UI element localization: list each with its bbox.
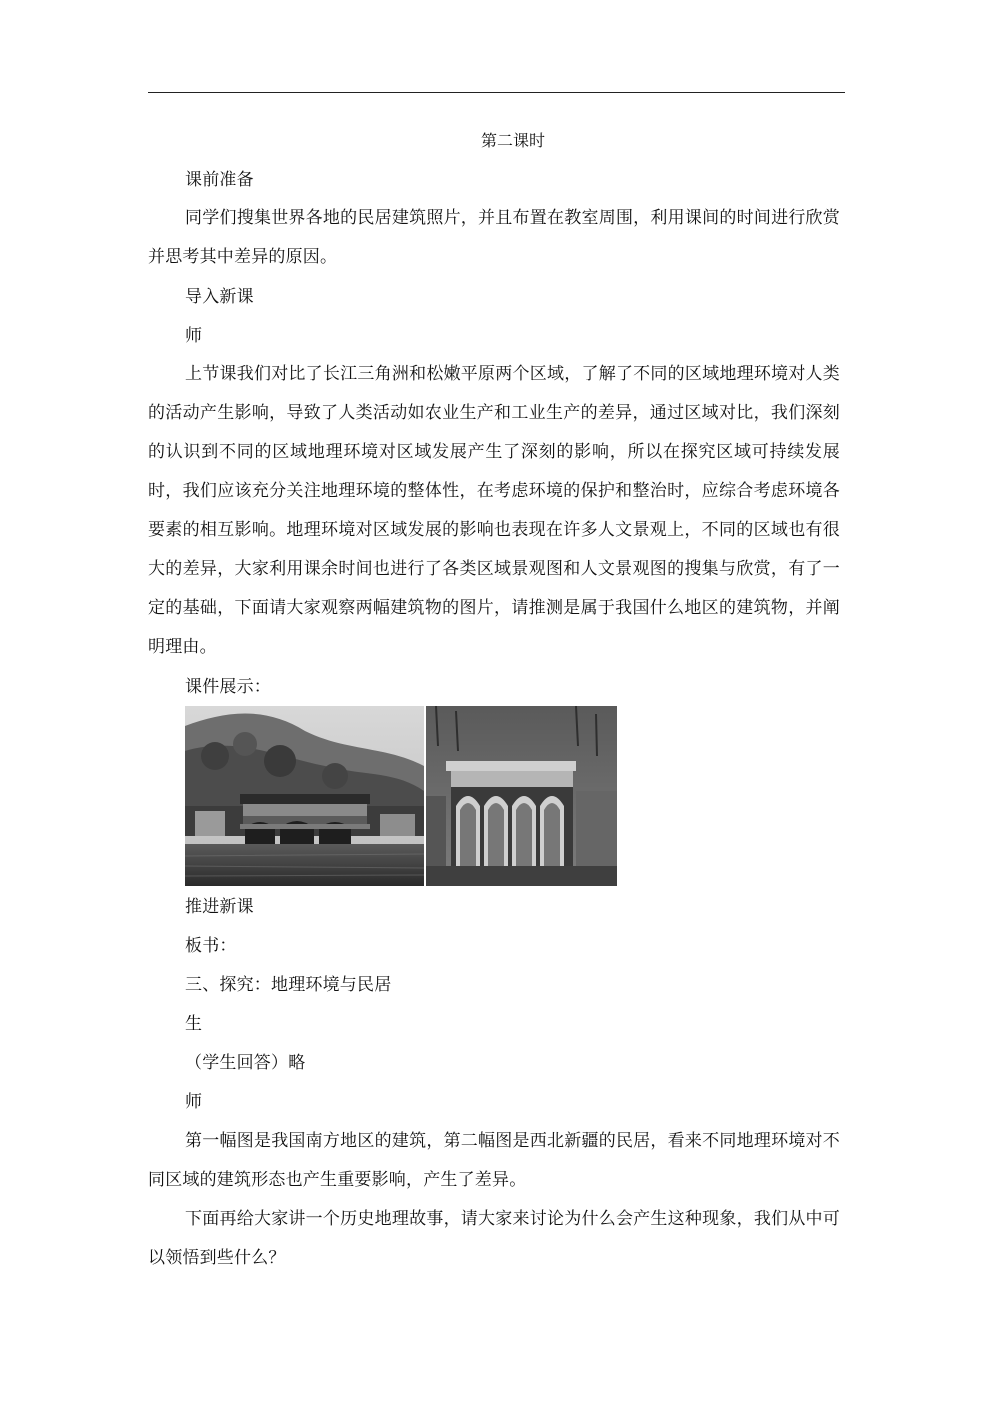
paragraph-prep: 同学们搜集世界各地的民居建筑照片，并且布置在教室周围，利用课间的时间进行欣赏并思考其中差异的原因。: [148, 208, 840, 267]
courseware-photos: [185, 706, 617, 886]
xinjiang-arched-building-photo: [426, 706, 617, 886]
speaker-teacher: 师: [185, 1092, 203, 1112]
paragraph-teacher-story: 下面再给大家讲一个历史地理故事，请大家来讨论为什么会产生这种现象，我们从中可以领悟到些什么？: [148, 1209, 840, 1268]
board-label: 板书：: [185, 936, 237, 956]
section-prep: 课前准备: [185, 170, 254, 190]
speaker-teacher: 师: [185, 326, 203, 346]
paragraph-teacher-explanation: 第一幅图是我国南方地区的建筑，第二幅图是西北新疆的民居，看来不同地理环境对不同区域的建筑形态也产生重要影响，产生了差异。: [148, 1131, 840, 1190]
section-advance: 推进新课: [185, 897, 254, 917]
page-title: 第二课时: [480, 131, 545, 150]
paragraph-teacher-intro: 上节课我们对比了长江三角洲和松嫩平原两个区域，了解了不同的区域地理环境对人类的活动产生影响，导致了人类活动如农业生产和工业生产的差异，通过区域对比，我们深刻的认识到不同的区域地理环境对区域发展产生了深刻的影响，所以在探究区域可持续发展时，我们应该充分关注地理环境的整体性，在考虑环境的保护和整治时，应综合考虑环境各要素的相互影响。地理环境对区域发展的影响也表现在许多人文景观上，不同的区域也有很大的差异，大家利用课余时间也进行了各类区域景观图和人文景观图的搜集与欣赏，有了一定的基础，下面请大家观察两幅建筑物的图片，请推测是属于我国什么地区的建筑物，并阐明理由。: [148, 364, 840, 657]
student-answer: （学生回答）略: [185, 1053, 306, 1073]
courseware-label: 课件展示：: [185, 677, 271, 697]
speaker-student: 生: [185, 1014, 203, 1034]
south-china-covered-bridge-photo: [185, 706, 424, 886]
section-intro: 导入新课: [185, 287, 254, 307]
header-rule: [148, 92, 845, 93]
board-heading: 三、探究：地理环境与民居: [185, 975, 392, 995]
